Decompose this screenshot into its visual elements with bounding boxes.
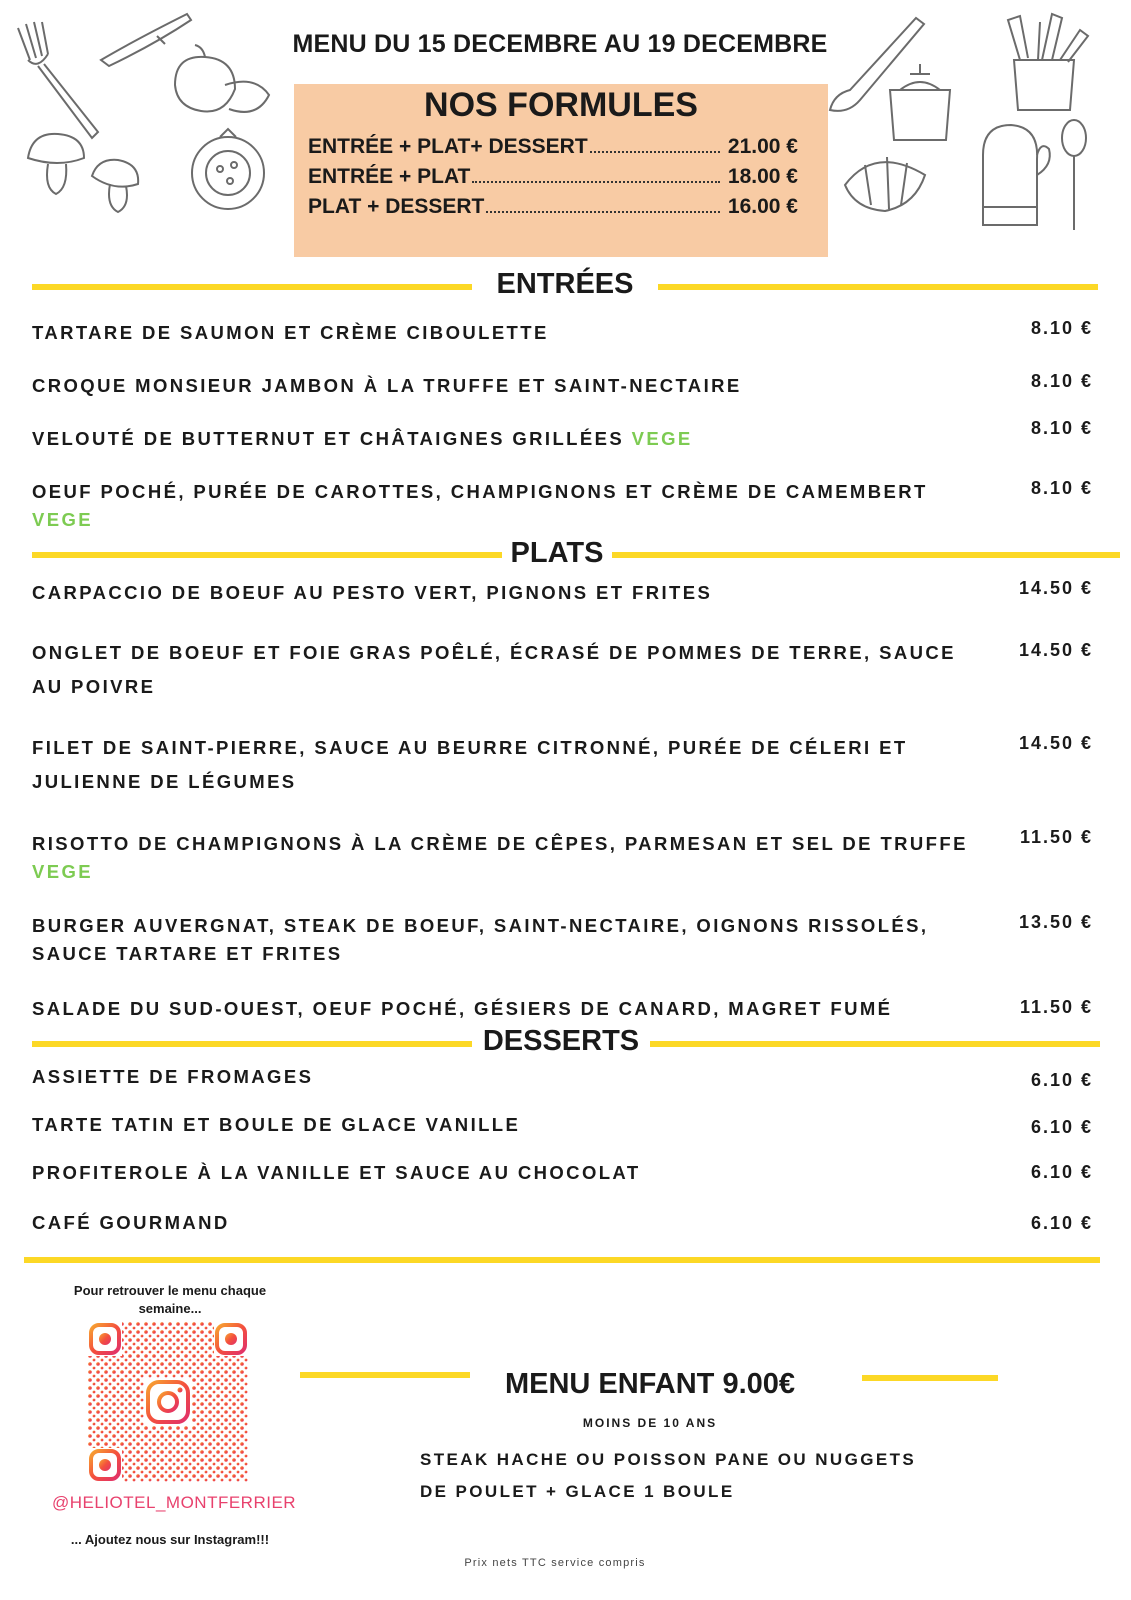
section-title-desserts: DESSERTS xyxy=(472,1025,650,1058)
kids-menu-description: STEAK HACHE OU POISSON PANE OU NUGGETS DE POULET + GLACE 1 BOULE xyxy=(420,1450,917,1501)
formule-row xyxy=(308,195,798,225)
formule-label: ENTRÉE + PLAT xyxy=(308,165,471,188)
item-price: 14.50 € xyxy=(1018,578,1093,598)
formule-label: PLAT + DESSERT xyxy=(308,195,485,218)
qr-caption: Pour retrouver le menu chaque semaine... xyxy=(73,1283,267,1316)
item-name: ASSIETTE DE FROMAGES xyxy=(32,1066,314,1087)
menu-item xyxy=(32,369,982,403)
instagram-handle[interactable]: @HELIOTEL_MONTFERRIER xyxy=(52,1493,297,1512)
item-price: 11.50 € xyxy=(1019,827,1093,847)
menu-item xyxy=(32,636,982,704)
menu-item xyxy=(32,1060,982,1094)
spoon-illustration xyxy=(1050,118,1100,238)
footer-divider xyxy=(24,1257,1100,1263)
qr-finder-top-right xyxy=(214,1322,248,1356)
menu-item xyxy=(32,316,982,350)
instagram-qr-code[interactable] xyxy=(88,1322,248,1482)
mushroom-illustration xyxy=(22,128,162,218)
menu-date-title: MENU DU 15 DECEMBRE AU 19 DECEMBRE xyxy=(292,30,828,58)
menu-item xyxy=(32,1206,982,1240)
menu-item xyxy=(32,912,982,968)
item-price: 14.50 € xyxy=(1018,733,1093,753)
item-price: 8.10 € xyxy=(1030,371,1093,391)
item-name: CROQUE MONSIEUR JAMBON À LA TRUFFE ET SAINT-NECTAIRE xyxy=(32,375,742,396)
kids-menu-subtitle: MOINS DE 10 ANS xyxy=(582,1416,718,1430)
menu-item xyxy=(32,1108,982,1142)
section-divider xyxy=(32,1041,472,1047)
item-name: CARPACCIO DE BOEUF AU PESTO VERT, PIGNONS ET FRITES xyxy=(32,582,713,603)
vege-tag: VEGE xyxy=(631,428,693,449)
menu-item xyxy=(32,1156,982,1190)
formule-label: ENTRÉE + PLAT+ DESSERT xyxy=(308,135,588,158)
vege-tag: VEGE xyxy=(32,509,94,530)
leader-dots xyxy=(486,197,720,213)
instagram-icon xyxy=(144,1378,192,1426)
tomato-illustration xyxy=(180,125,280,215)
menu-item xyxy=(32,731,982,799)
formules-box xyxy=(294,84,828,257)
item-price: 6.10 € xyxy=(1030,1117,1093,1137)
item-price: 6.10 € xyxy=(1030,1213,1093,1233)
formules-title: NOS FORMULES xyxy=(424,86,698,124)
item-price: 8.10 € xyxy=(1030,418,1093,438)
item-price: 8.10 € xyxy=(1030,318,1093,338)
menu-item xyxy=(32,478,982,534)
oven-mitt-illustration xyxy=(965,115,1055,235)
qr-finder-bottom-left xyxy=(88,1448,122,1482)
formule-price: 21.00 € xyxy=(727,135,798,158)
section-title-entrees: ENTRÉES xyxy=(472,268,658,301)
kids-divider-right xyxy=(862,1375,998,1381)
item-name: SALADE DU SUD-OUEST, OEUF POCHÉ, GÉSIERS DE CANARD, MAGRET FUMÉ xyxy=(32,998,893,1019)
section-divider xyxy=(32,284,472,290)
item-price: 13.50 € xyxy=(1018,912,1093,932)
qr-finder-top-left xyxy=(88,1322,122,1356)
fork-illustration xyxy=(10,20,100,140)
section-title-plats: PLATS xyxy=(502,537,612,570)
menu-item xyxy=(32,992,982,1026)
formule-price: 18.00 € xyxy=(727,165,798,188)
kids-menu-title: MENU ENFANT 9.00€ xyxy=(504,1368,796,1400)
item-name: VELOUTÉ DE BUTTERNUT ET CHÂTAIGNES GRILLÉES xyxy=(32,428,625,449)
item-name: ONGLET DE BOEUF ET FOIE GRAS POÊLÉ, ÉCRASÉ DE POMMES DE TERRE, SAUCE AU POIVRE xyxy=(32,642,956,697)
kids-divider-left xyxy=(300,1372,470,1378)
item-name: BURGER AUVERGNAT, STEAK DE BOEUF, SAINT-NECTAIRE, OIGNONS RISSOLÉS, SAUCE TARTARE ET FRITES xyxy=(32,915,929,964)
item-name: CAFÉ GOURMAND xyxy=(32,1212,230,1233)
formule-row xyxy=(308,135,798,165)
menu-item xyxy=(32,576,982,610)
section-divider xyxy=(612,552,1120,558)
leader-dots xyxy=(472,167,720,183)
vege-tag: VEGE xyxy=(32,861,94,882)
item-name: TARTARE DE SAUMON ET CRÈME CIBOULETTE xyxy=(32,322,549,343)
formule-price: 16.00 € xyxy=(727,195,798,218)
menu-item xyxy=(32,830,982,886)
item-name: RISOTTO DE CHAMPIGNONS À LA CRÈME DE CÊPES, PARMESAN ET SEL DE TRUFFE xyxy=(32,833,968,854)
leader-dots xyxy=(590,137,720,153)
item-name: FILET DE SAINT-PIERRE, SAUCE AU BEURRE CITRONNÉ, PURÉE DE CÉLERI ET JULIENNE DE LÉGUMES xyxy=(32,737,908,792)
menu-item xyxy=(32,422,982,456)
instagram-cta: ... Ajoutez nous sur Instagram!!! xyxy=(70,1532,270,1547)
item-price: 6.10 € xyxy=(1030,1162,1093,1182)
section-divider xyxy=(32,552,502,558)
pot-illustration xyxy=(880,60,970,150)
formule-row xyxy=(308,165,798,195)
item-price: 11.50 € xyxy=(1019,997,1093,1017)
utensil-jar-illustration xyxy=(990,10,1100,120)
item-name: OEUF POCHÉ, PURÉE DE CAROTTES, CHAMPIGNONS ET CRÈME DE CAMEMBERT xyxy=(32,481,928,502)
item-price: 14.50 € xyxy=(1018,640,1093,660)
section-divider xyxy=(650,1041,1100,1047)
section-divider xyxy=(658,284,1098,290)
item-price: 8.10 € xyxy=(1030,478,1093,498)
item-price: 6.10 € xyxy=(1030,1070,1093,1090)
price-note: Prix nets TTC service compris xyxy=(464,1557,646,1569)
item-name: PROFITEROLE À LA VANILLE ET SAUCE AU CHOCOLAT xyxy=(32,1162,641,1183)
croissant-illustration xyxy=(835,145,945,235)
item-name: TARTE TATIN ET BOULE DE GLACE VANILLE xyxy=(32,1114,521,1135)
